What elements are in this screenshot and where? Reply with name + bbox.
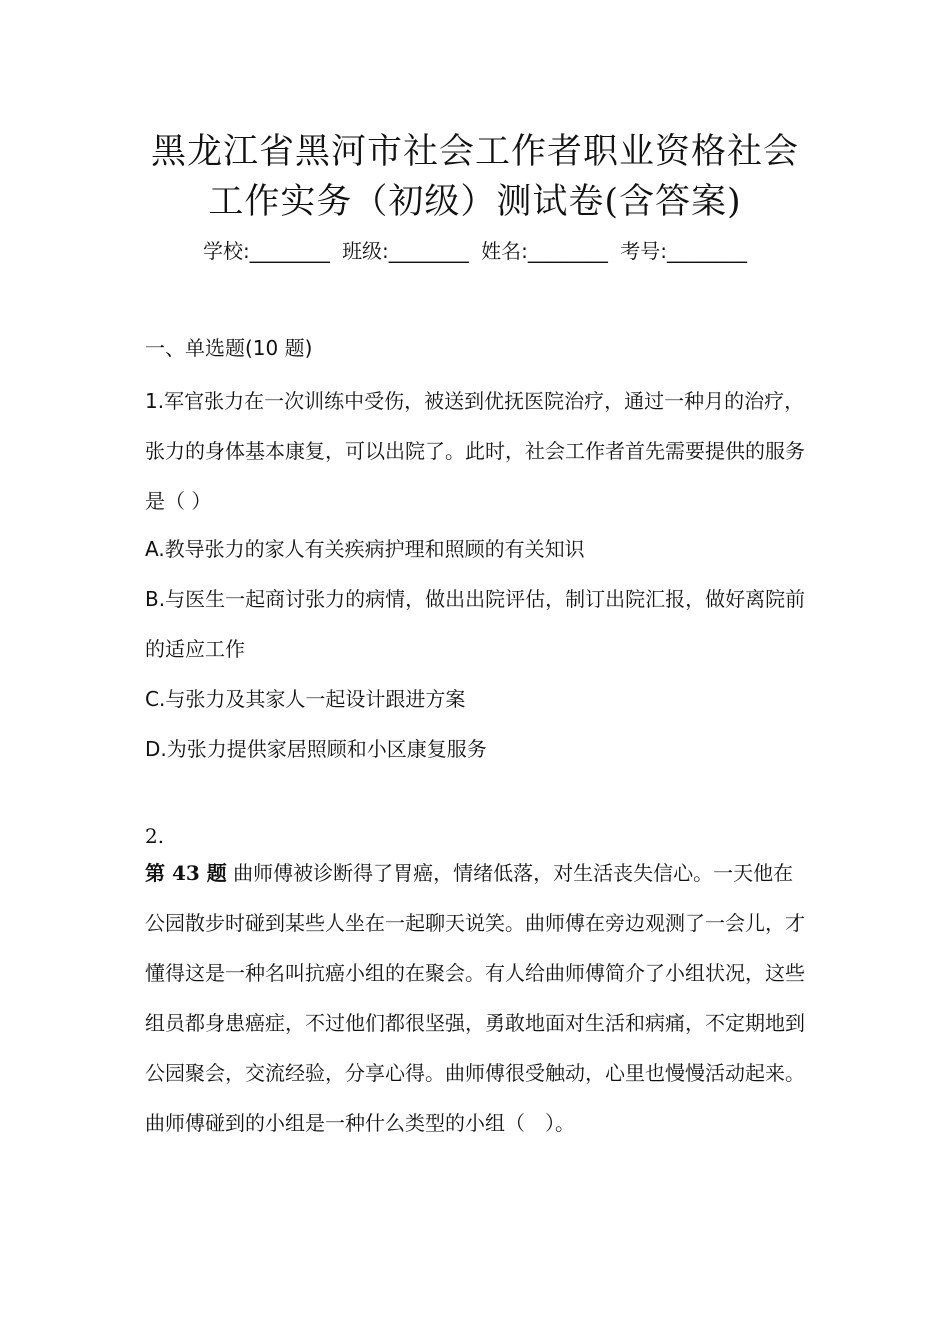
question-2-stem-block bbox=[145, 848, 810, 1148]
question-1-option-a: A.教导张力的家人有关疾病护理和照顾的有关知识 bbox=[145, 537, 585, 561]
section-heading: 一、单选题(10 题) bbox=[145, 336, 313, 360]
question-2-number: 2. bbox=[145, 824, 165, 848]
question-2-stem: 曲师傅被诊断得了胃癌，情绪低落，对生活丧失信心。一天他在公园散步时碰到某些人坐在一起聊天说笑。曲师傅在旁边观测了一会儿，才懂得这是一种名叫抗癌小组的在聚会。有人给曲师傅简介了小组状况，这些组员都身患癌症，不过他们都很坚强，勇敢地面对生活和病痛，不定期地到公园聚会，交流经验，分享心得。曲师傅很受触动，心里也慢慢活动起来。曲师傅碰到的小组是一种什么类型的小组（ ）。 bbox=[145, 861, 805, 1135]
question-1-option-d: D.为张力提供家居照顾和小区康复服务 bbox=[145, 737, 487, 761]
question-1-option-c: C.与张力及其家人一起设计跟进方案 bbox=[145, 687, 466, 711]
class-field[interactable]: 班级:________ bbox=[342, 239, 469, 263]
question-1-option-b: B.与医生一起商讨张力的病情，做出出院评估，制订出院汇报，做好离院前的适应工作 bbox=[145, 587, 806, 661]
document-title-line2: 工作实务（初级）测试卷(含答案) bbox=[208, 182, 742, 222]
student-info-fields bbox=[60, 236, 890, 266]
name-field[interactable]: 姓名:________ bbox=[481, 239, 608, 263]
exam-number-field[interactable]: 考号:________ bbox=[620, 239, 748, 263]
document-title-line1: 黑龙江省黑河市社会工作者职业资格社会 bbox=[150, 132, 799, 172]
school-field[interactable]: 学校:________ bbox=[202, 239, 330, 263]
question-1-stem: 1.军官张力在一次训练中受伤，被送到优抚医院治疗，通过一种月的治疗，张力的身体基本康复，可以出院了。此时，社会工作者首先需要提供的服务是（ ） bbox=[145, 389, 805, 513]
question-2-prefix: 第 43 题 bbox=[145, 861, 227, 885]
